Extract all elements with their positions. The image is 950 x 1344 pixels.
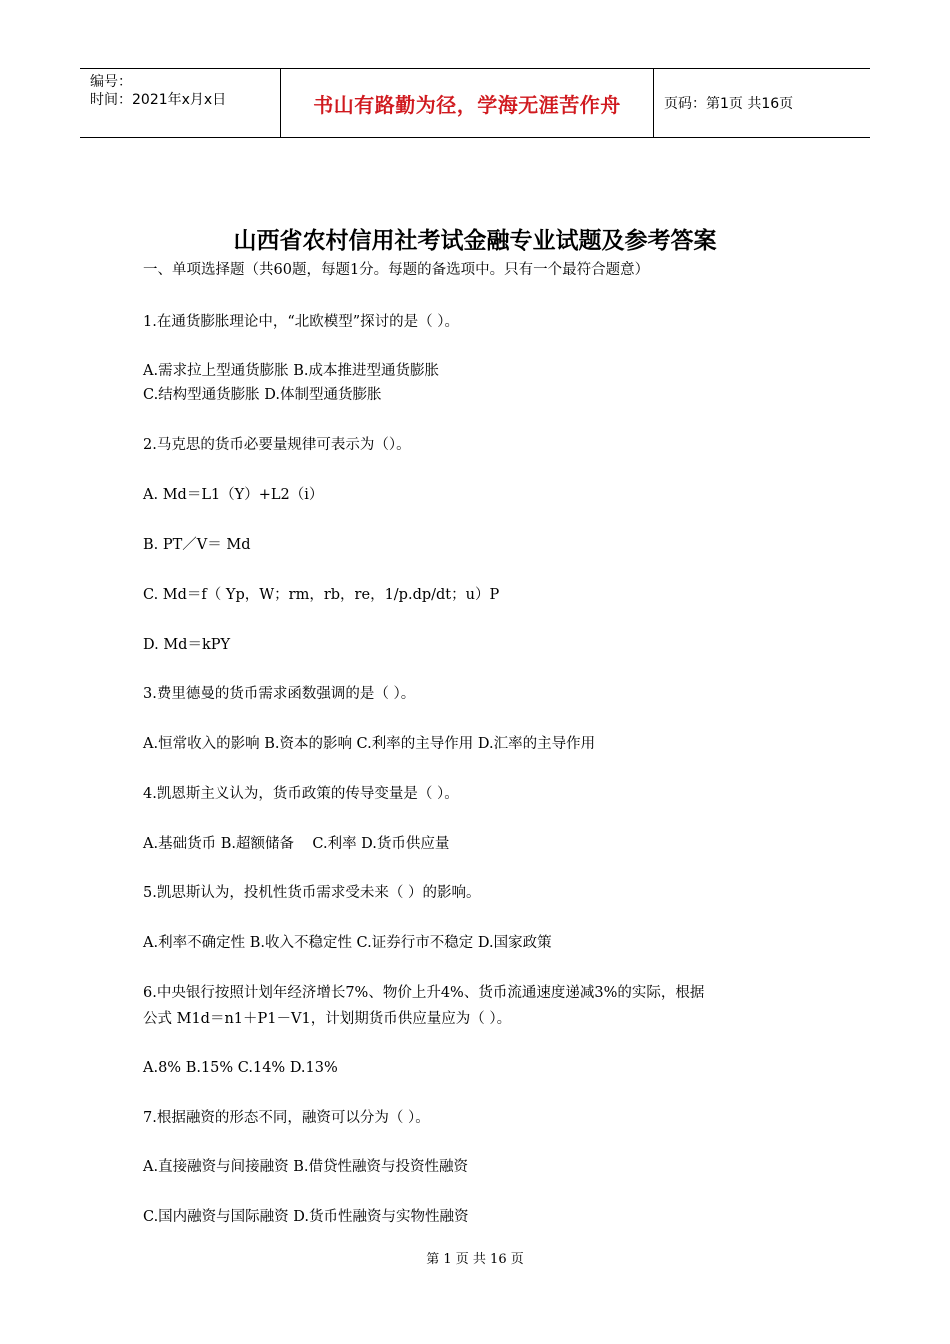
question-1-options-ab: A.需求拉上型通货膨胀 B.成本推进型通货膨胀 <box>143 363 439 379</box>
number-label: 编号： <box>90 74 132 90</box>
question-3: 3.费里德曼的货币需求函数强调的是（ ）。 <box>143 686 416 702</box>
page-code: 页码：第1页 共16页 <box>664 96 794 112</box>
question-1: 1.在通货膨胀理论中，“北欧模型”探讨的是（ ）。 <box>143 314 460 330</box>
header-motto-cell <box>281 69 654 137</box>
question-2-option-a: A. Md＝L1（Y）+L2（i） <box>143 487 324 503</box>
question-6-line-2: 公式 M1d＝n1＋P1－V1，计划期货币供应量应为（ ）。 <box>143 1011 512 1027</box>
document-title: 山西省农村信用社考试金融专业试题及参考答案 <box>233 228 717 254</box>
question-4-options: A.基础货币 B.超额储备 C.利率 D.货币供应量 <box>143 836 450 852</box>
header-meta <box>80 69 281 137</box>
motto: 书山有路勤为径，学海无涯苦作舟 <box>313 92 621 117</box>
question-7: 7.根据融资的形态不同，融资可以分为（ ）。 <box>143 1110 430 1126</box>
question-1-options-cd: C.结构型通货膨胀 D.体制型通货膨胀 <box>143 387 382 403</box>
question-7-options-ab: A.直接融资与间接融资 B.借贷性融资与投资性融资 <box>143 1159 468 1175</box>
question-4: 4.凯恩斯主义认为，货币政策的传导变量是（ ）。 <box>143 786 459 802</box>
question-6-options: A.8% B.15% C.14% D.13% <box>143 1060 338 1076</box>
question-2-option-b: B. PT／V＝ Md <box>143 537 251 553</box>
header-page-cell <box>654 69 870 137</box>
time-label: 时间：2021年x月x日 <box>90 92 227 108</box>
question-2: 2.马克思的货币必要量规律可表示为（）。 <box>143 437 411 453</box>
page-footer: 第 1 页 共 16 页 <box>426 1252 524 1267</box>
question-7-options-cd: C.国内融资与国际融资 D.货币性融资与实物性融资 <box>143 1209 469 1225</box>
question-6-line-1: 6.中央银行按照计划年经济增长7%、物价上升4%、货币流通速度递减3%的实际，根据 <box>143 985 705 1001</box>
question-3-options: A.恒常收入的影响 B.资本的影响 C.利率的主导作用 D.汇率的主导作用 <box>143 736 596 752</box>
section-heading: 一、单项选择题（共60题，每题1分。每题的备选项中。只有一个最符合题意） <box>143 262 650 278</box>
question-5-options: A.利率不确定性 B.收入不稳定性 C.证券行市不稳定 D.国家政策 <box>143 935 552 951</box>
question-5: 5.凯思斯认为，投机性货币需求受未来（ ）的影响。 <box>143 885 481 901</box>
question-2-option-d: D. Md＝kPY <box>143 637 231 653</box>
document-header <box>80 68 870 138</box>
question-2-option-c: C. Md＝f（ Yp，W；rm，rb，re，1/p.dp/dt；u）P <box>143 587 500 603</box>
